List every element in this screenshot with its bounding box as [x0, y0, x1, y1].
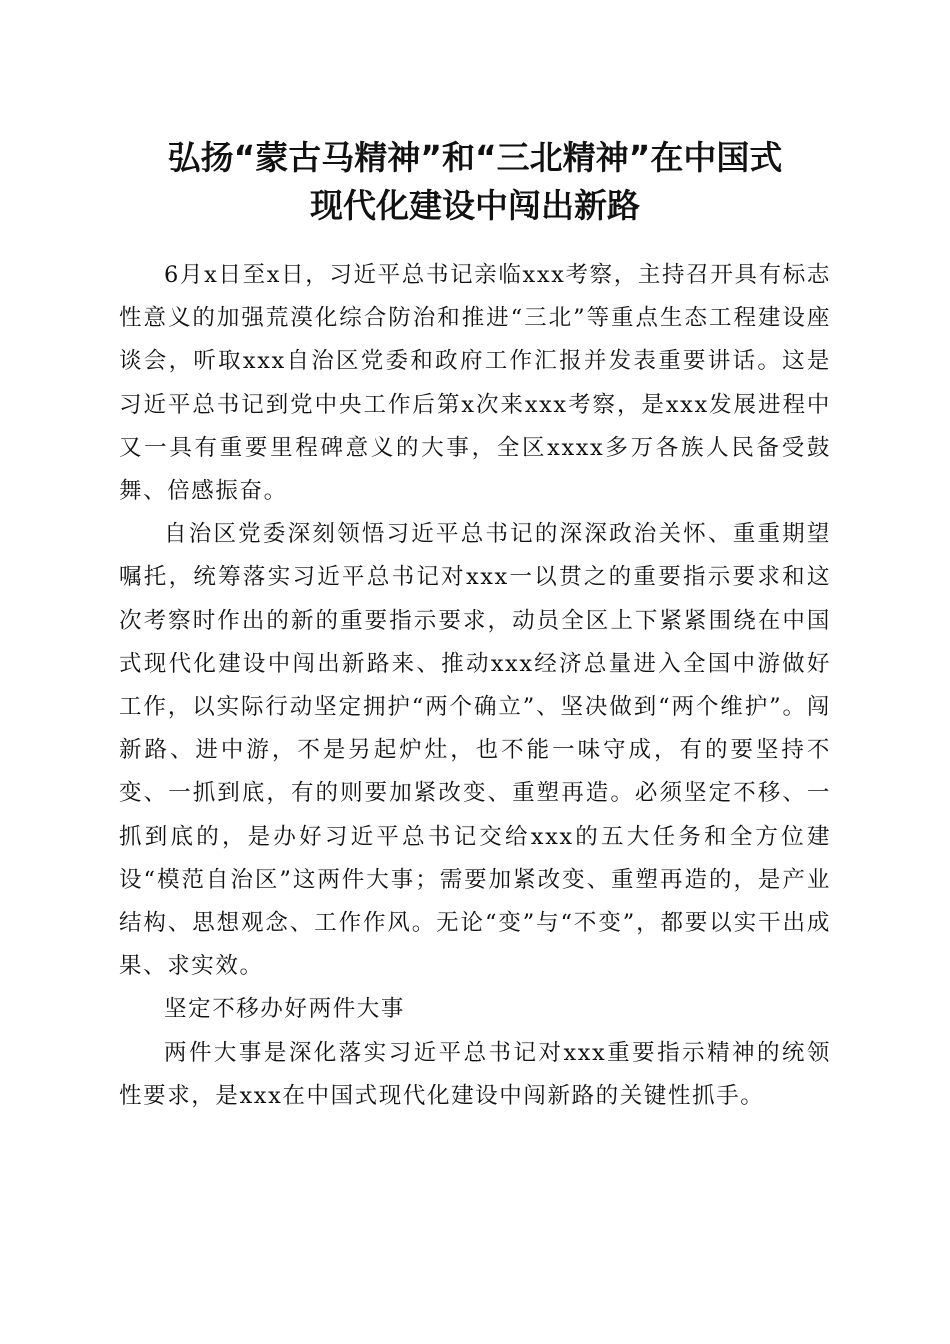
paragraph-party-committee: 自治区党委深刻领悟习近平总书记的深深政治关怀、重重期望嘱托，统筹落实习近平总书记对xxx一以贯之的重要指示要求和这次考察时作出的新的重要指示要求，动员全区上下紧紧围绕在中国式现代化建设中闯出新路来、推动xxx经济总量进入全国中游做好工作，以实际行动坚定拥护“两个确立”、坚决做到“两个维护”。闯新路、进中游，不是另起炉灶，也不能一味守成，有的要坚持不变、一抓到底，有的则要加紧改变、重塑再造。必须坚定不移、一抓到底的，是办好习近平总书记交给xxx的五大任务和全方位建设“模范自治区”这两件大事；需要加紧改变、重塑再造的，是产业结构、思想观念、工作作风。无论“变”与“不变”，都要以实干出成果、求实效。: [119, 521, 831, 980]
section-heading: 坚定不移办好两件大事: [164, 996, 406, 1023]
document-title-line-1: 弘扬“蒙古马精神”和“三北精神”在中国式: [167, 138, 783, 177]
paragraph-intro: 6月x日至x日，习近平总书记亲临xxx考察，主持召开具有标志性意义的加强荒漠化综合防治和推进“三北”等重点生态工程建设座谈会，听取xxx自治区党委和政府工作汇报并发表重要讲话。这是习近平总书记到党中央工作后第x次来xxx考察，是xxx发展进程中又一具有重要里程碑意义的大事，全区xxxx多万各族人民备受鼓舞、倍感振奋。: [119, 262, 831, 505]
paragraph-two-major-tasks: 两件大事是深化落实习近平总书记对xxx重要指示精神的统领性要求，是xxx在中国式现代化建设中闯新路的关键性抓手。: [119, 1039, 831, 1109]
document-body: [119, 254, 831, 1118]
document-title-line-2: 现代化建设中闯出新路: [310, 186, 640, 225]
